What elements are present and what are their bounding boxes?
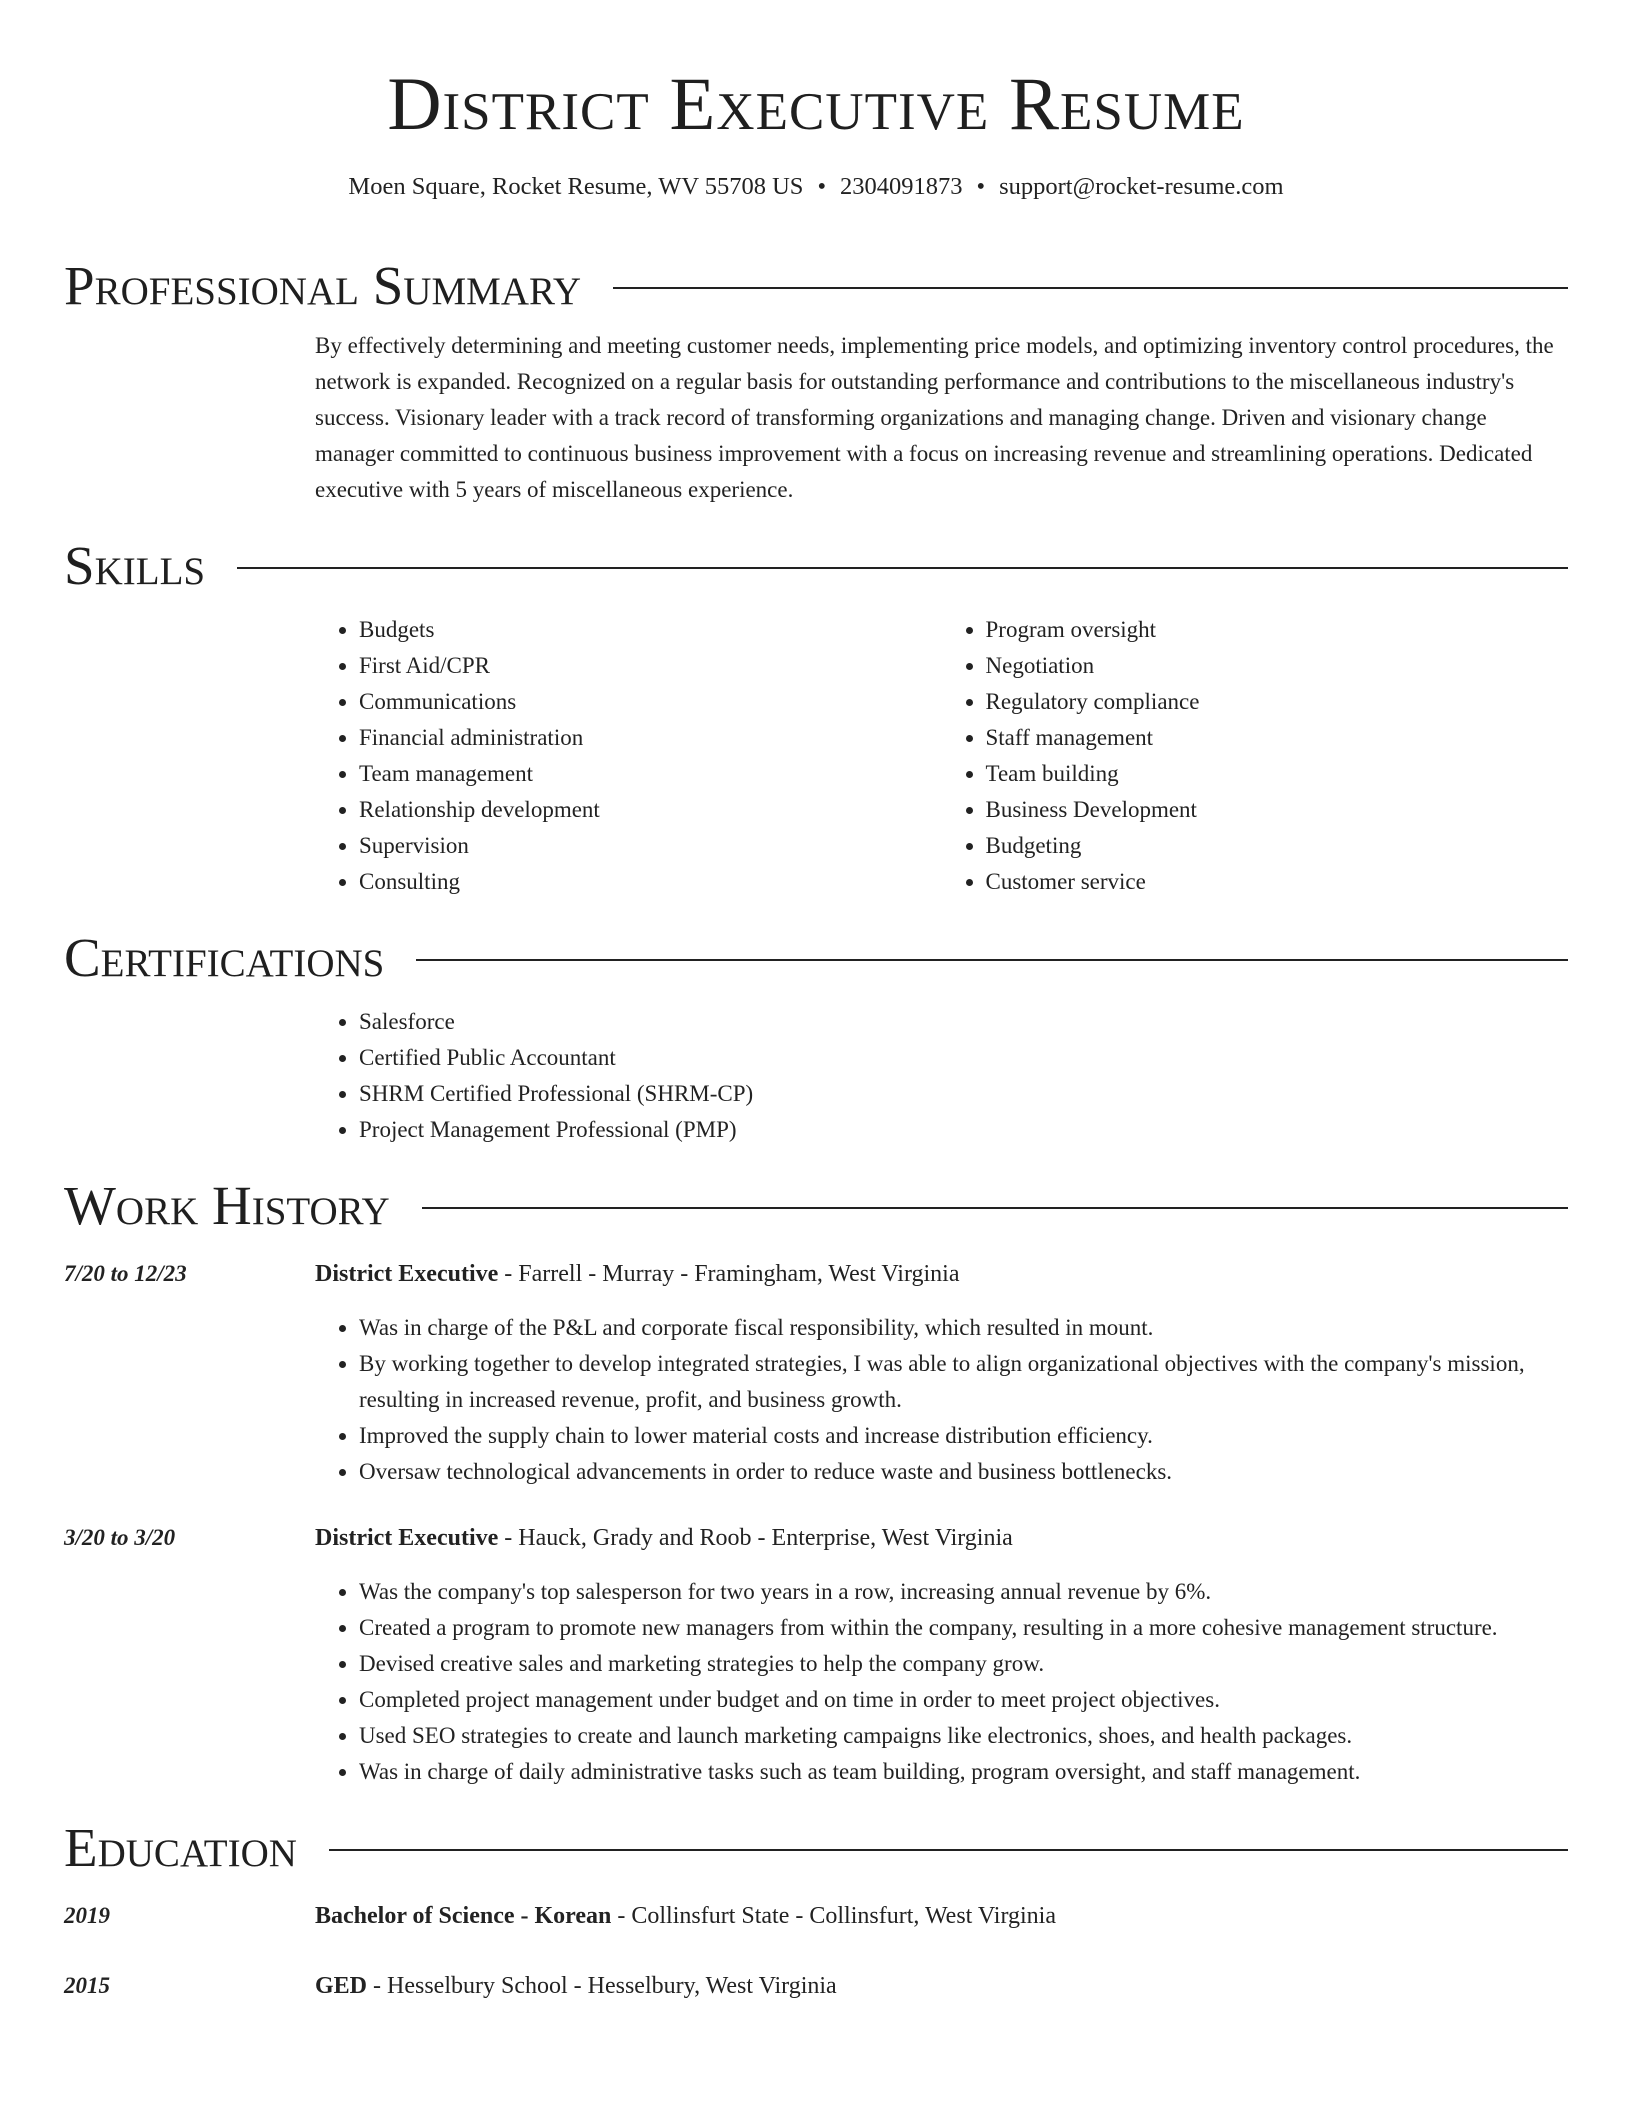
education-year: 2015 <box>64 1973 110 1998</box>
education-school: - Collinsfurt State - Collinsfurt, West Virginia <box>611 1903 1056 1929</box>
job-title: District Executive <box>315 1525 499 1551</box>
job-bullet: • Was the company's top salesperson for two years in a row, increasing annual revenue by 6%. <box>359 1574 1568 1610</box>
job-bullet: • Oversaw technological advancements in order to reduce waste and business bottlenecks. <box>359 1454 1568 1490</box>
job-heading <box>315 1256 1568 1292</box>
certification-item: • Certified Public Accountant <box>359 1040 1568 1076</box>
skills-grid <box>315 612 1568 900</box>
phone: 2304091873 <box>840 173 963 200</box>
certification-item: • Salesforce <box>359 1004 1568 1040</box>
skill-item: • Supervision <box>359 828 942 864</box>
skill-item: • Budgeting <box>986 828 1569 864</box>
certifications-list <box>315 1004 1568 1148</box>
job-bullet: • Used SEO strategies to create and launch marketing campaigns like electronics, shoes, and health packages. <box>359 1718 1568 1754</box>
work-heading: Work History <box>64 1175 390 1236</box>
job-bullet: • Was in charge of the P&L and corporate fiscal responsibility, which resulted in mount. <box>359 1310 1568 1346</box>
skill-item: • Regulatory compliance <box>986 684 1569 720</box>
skill-item: • Relationship development <box>359 792 942 828</box>
education-school: - Hesselbury School - Hesselbury, West Virginia <box>367 1973 837 1999</box>
skill-item: • Program oversight <box>986 612 1569 648</box>
education-degree: Bachelor of Science - Korean <box>315 1903 612 1929</box>
separator-bullet: • <box>817 173 827 200</box>
education-heading <box>315 1898 1056 1934</box>
job-company: - Hauck, Grady and Roob - Enterprise, West Virginia <box>498 1525 1013 1551</box>
education-entry <box>64 1968 1568 2004</box>
education-heading: Education <box>64 1817 297 1878</box>
section-divider <box>422 1207 1568 1209</box>
job-bullet: • Completed project management under budget and on time in order to meet project objectives. <box>359 1682 1568 1718</box>
skills-list-right <box>942 612 1569 900</box>
section-divider <box>329 1849 1568 1851</box>
job-body <box>315 1520 1568 1790</box>
job-bullet: • Created a program to promote new managers from within the company, resulting in a more cohesive management structure. <box>359 1610 1568 1646</box>
job-dates: 3/20 to 3/20 <box>64 1525 176 1550</box>
skills-heading: Skills <box>64 535 206 596</box>
resume-title: District Executive Resume <box>387 63 1245 146</box>
skills-list-left <box>315 612 942 900</box>
skill-item: • Team management <box>359 756 942 792</box>
section-divider <box>613 287 1568 289</box>
job-bullet: • By working together to develop integrated strategies, I was able to align organizational objectives with the company's mission, resulting in increased revenue, profit, and business growth. <box>359 1346 1568 1418</box>
job-entry <box>64 1256 1568 1490</box>
education-year: 2019 <box>64 1903 110 1928</box>
certifications-heading: Certifications <box>64 927 385 988</box>
job-dates: 7/20 to 12/23 <box>64 1261 187 1286</box>
skill-item: • Communications <box>359 684 942 720</box>
skill-item: • Customer service <box>986 864 1569 900</box>
section-divider <box>416 959 1568 961</box>
work-section-header <box>64 1174 1568 1238</box>
job-bullets <box>315 1310 1568 1490</box>
section-divider <box>237 567 1568 569</box>
education-heading <box>315 1968 837 2004</box>
contact-line <box>64 172 1568 202</box>
resume-page <box>64 0 1568 2004</box>
skills-section-header <box>64 534 1568 598</box>
job-bullets <box>315 1574 1568 1790</box>
skill-item: • Staff management <box>986 720 1569 756</box>
separator-bullet: • <box>976 173 986 200</box>
skill-item: • Consulting <box>359 864 942 900</box>
skill-item: • First Aid/CPR <box>359 648 942 684</box>
summary-section-header <box>64 254 1568 318</box>
job-entry <box>64 1520 1568 1790</box>
job-company: - Farrell - Murray - Framingham, West Virginia <box>498 1261 960 1287</box>
education-section-header <box>64 1816 1568 1880</box>
summary-text: By effectively determining and meeting customer needs, implementing price models, and optimizing inventory control procedures, the network is expanded. Recognized on a regular basis for outstanding performance and contributions to the miscellaneous industry's success. Visionary leader with a track record of transforming organizations and managing change. Driven and visionary change manager committed to continuous business improvement with a focus on increasing revenue and streamlining operations. Dedicated executive with 5 years of miscellaneous experience. <box>315 333 1554 502</box>
job-body <box>315 1256 1568 1490</box>
certification-item: • Project Management Professional (PMP) <box>359 1112 1568 1148</box>
skill-item: • Negotiation <box>986 648 1569 684</box>
job-title: District Executive <box>315 1261 499 1287</box>
skill-item: • Business Development <box>986 792 1569 828</box>
job-bullet: • Improved the supply chain to lower material costs and increase distribution efficiency. <box>359 1418 1568 1454</box>
skill-item: • Team building <box>986 756 1569 792</box>
summary-heading: Professional Summary <box>64 255 582 316</box>
job-bullet: • Devised creative sales and marketing strategies to help the company grow. <box>359 1646 1568 1682</box>
education-degree: GED <box>315 1973 368 1999</box>
email[interactable]: support@rocket-resume.com <box>999 173 1284 200</box>
address: Moen Square, Rocket Resume, WV 55708 US <box>348 173 804 200</box>
skill-item: • Financial administration <box>359 720 942 756</box>
certification-item: • SHRM Certified Professional (SHRM-CP) <box>359 1076 1568 1112</box>
education-entry <box>64 1898 1568 1934</box>
certifications-section-header <box>64 926 1568 990</box>
skill-item: • Budgets <box>359 612 942 648</box>
job-bullet: • Was in charge of daily administrative tasks such as team building, program oversight, and staff management. <box>359 1754 1568 1790</box>
job-heading <box>315 1520 1568 1556</box>
